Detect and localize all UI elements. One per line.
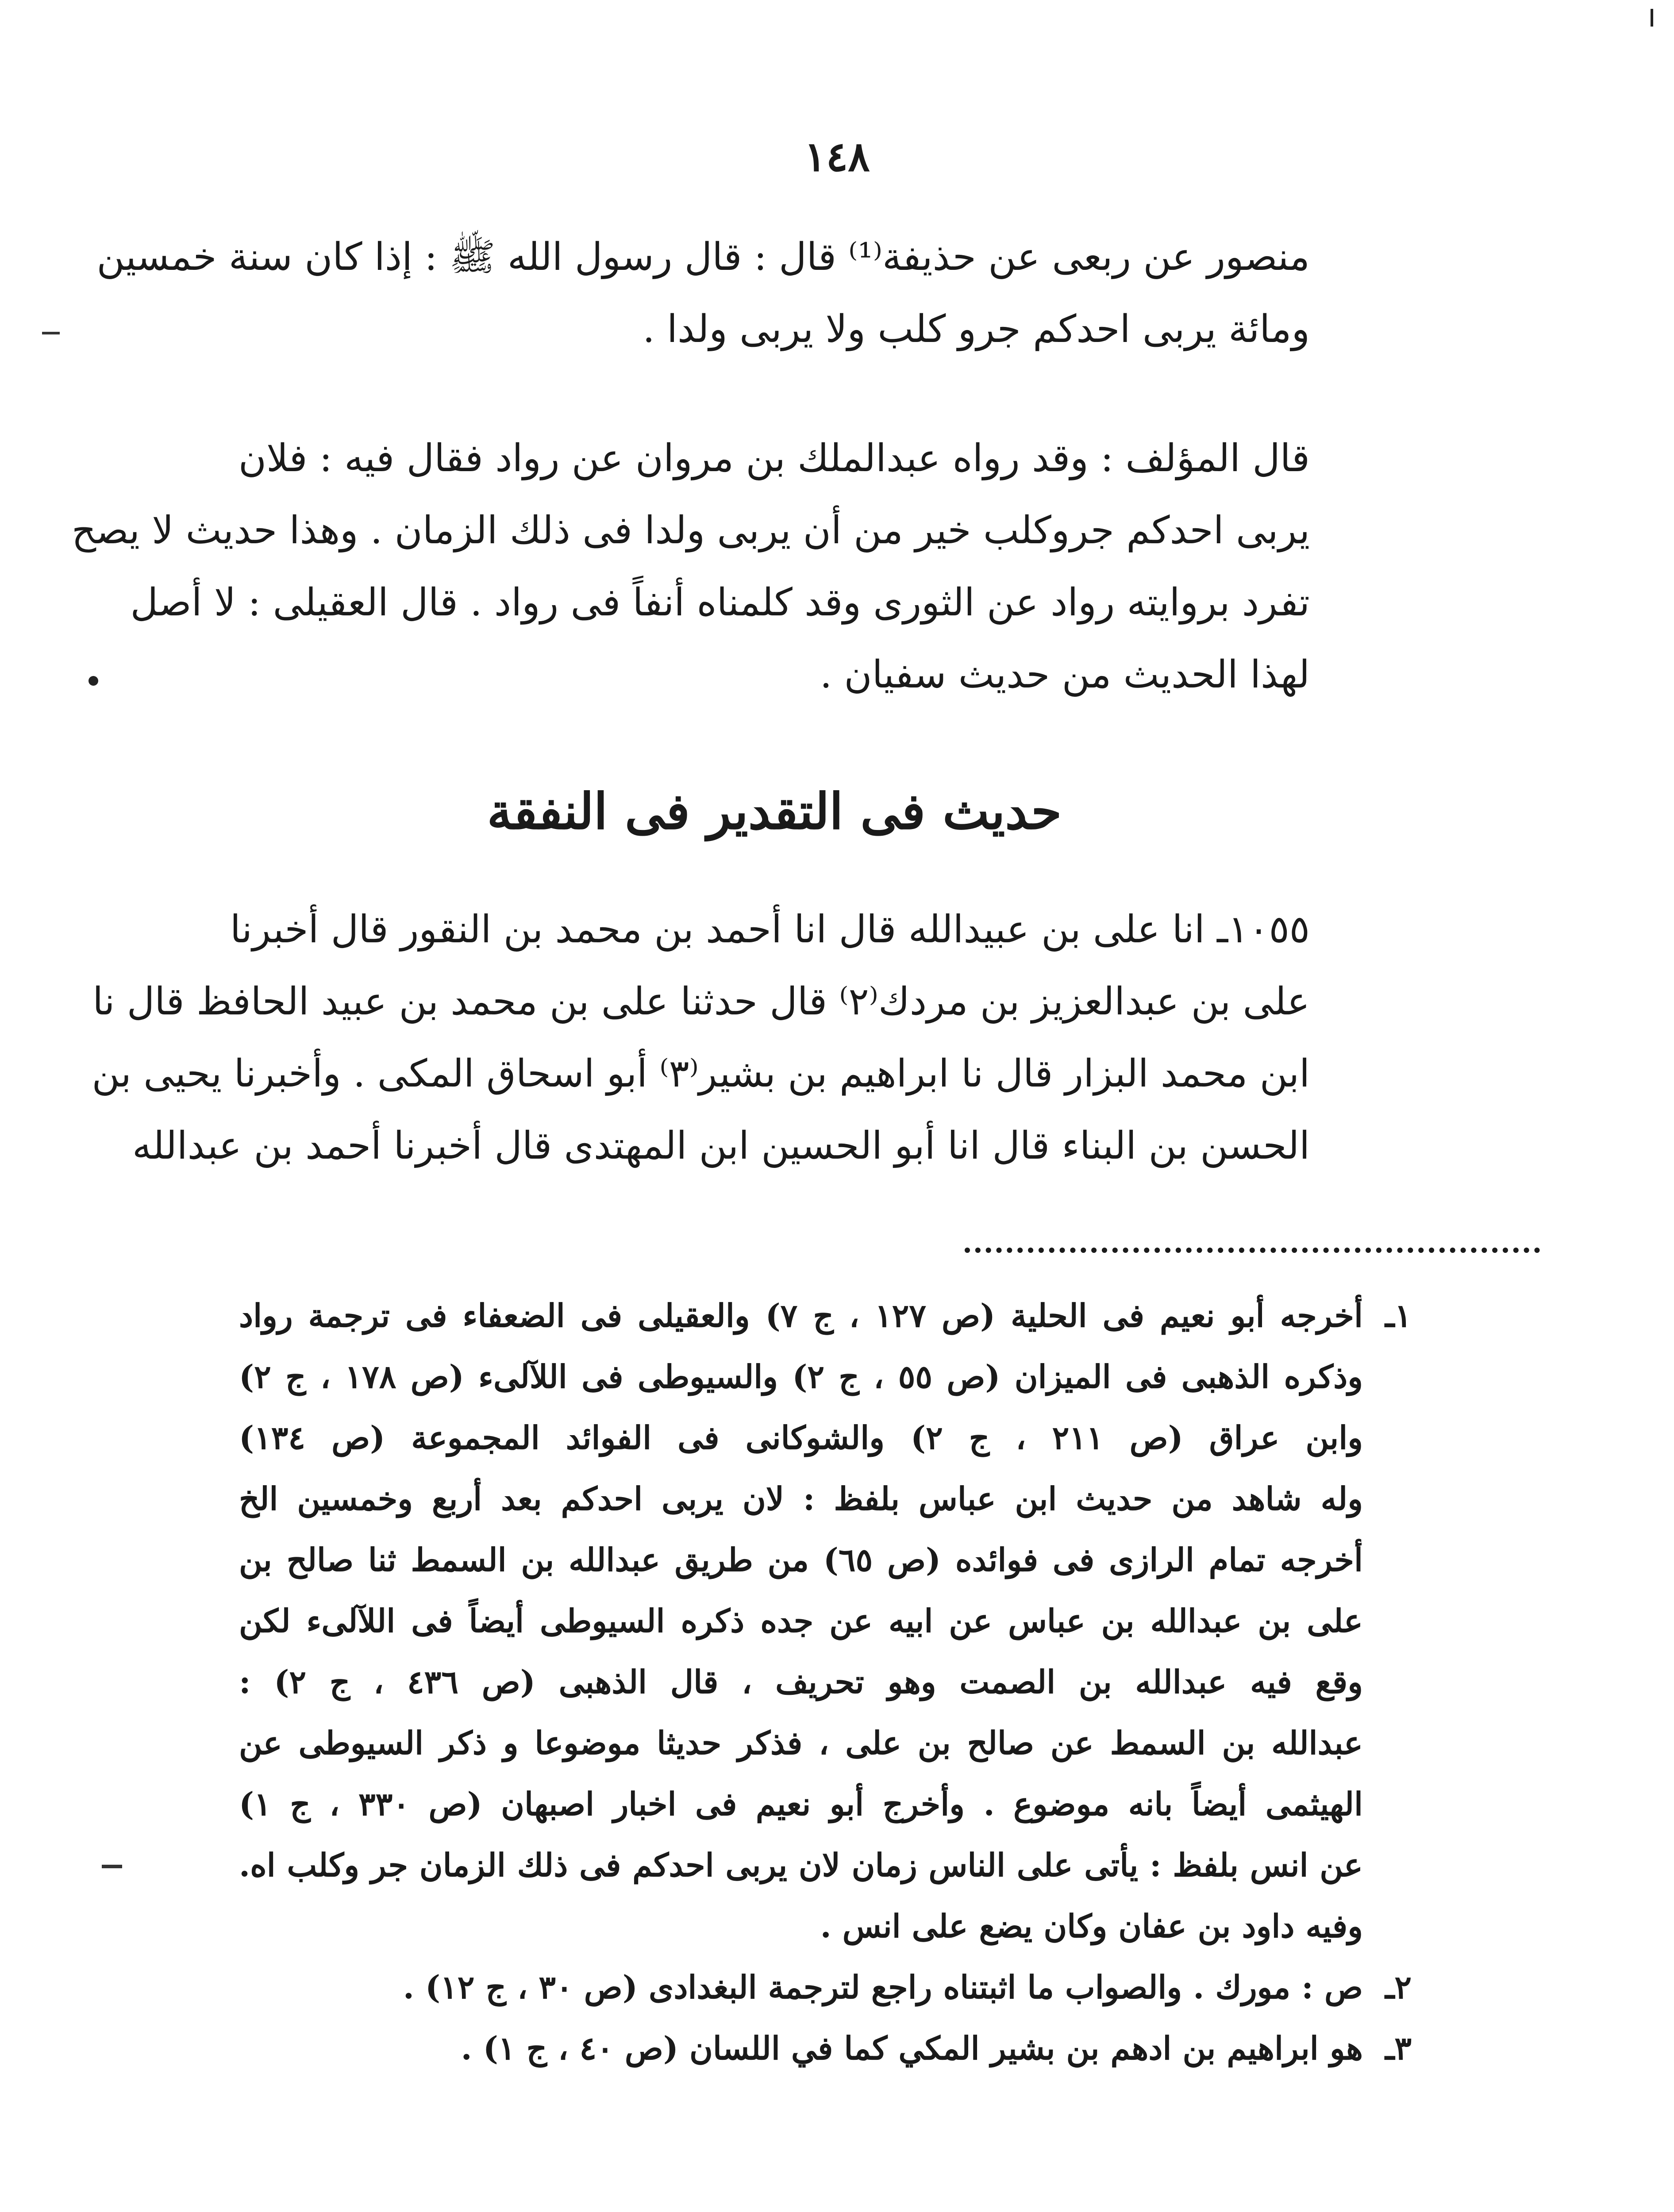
footnote-line: وله شاهد من حديث ابن عباس بلفظ : لان يربى احدكم بعد أربع وخمسين الخ — [239, 1480, 1363, 1517]
text-line: لهذا الحديث من حديث سفيان . — [820, 653, 1310, 697]
scan-edge-mark — [1651, 9, 1653, 27]
footnote-line: وقع فيه عبدالله بن الصمت وهو تحريف ، قال الذهبى (ص ٤٣٦ ، ج ٢) : — [239, 1663, 1363, 1701]
footnotes — [239, 1285, 1412, 2079]
footnote-line: أخرجه أبو نعيم فى الحلية (ص ١٢٧ ، ج ٧) والعقيلى فى الضعفاء فى ترجمة رواد — [239, 1297, 1363, 1334]
footnote-line: عن انس بلفظ : يأتى على الناس زمان لان يربى احدكم فى ذلك الزمان جر وكلب اه. — [239, 1846, 1363, 1884]
text-line: تفرد بروايته رواد عن الثورى وقد كلمناه أنفاً فى رواد . قال العقيلى : لا أصل — [130, 580, 1310, 625]
footnote-line: ص : مورك . والصواب ما اثبتناه راجع لترجمة البغدادى (ص ٣٠ ، ج ١٢) . — [403, 1968, 1363, 2006]
footnote-1 — [239, 1285, 1412, 1957]
footnote-marker: ٣ـ — [1385, 2029, 1412, 2067]
footnote-text — [239, 1285, 1363, 1957]
footnote-line: وابن عراق (ص ٢١١ ، ج ٢) والشوكانى فى الفوائد المجموعة (ص ١٣٤) — [239, 1419, 1363, 1456]
text-line: على بن عبدالعزيز بن مردك⁽٢⁾ قال حدثنا على بن محمد بن عبيد الحافظ قال نا — [92, 979, 1310, 1024]
author-note-paragraph — [71, 422, 1310, 711]
footnote-line: وذكره الذهبى فى الميزان (ص ٥٥ ، ج ٢) والسيوطى فى اللآلىء (ص ١٧٨ ، ج ٢) — [239, 1358, 1363, 1395]
footnote-line: وفيه داود بن عفان وكان يضع على انس . — [820, 1907, 1363, 1945]
hadith-paragraph — [92, 894, 1310, 1182]
footnote-2 — [239, 1957, 1412, 2018]
footnote-marker: ١ـ — [1385, 1297, 1412, 1334]
text-line: ابن محمد البزار قال نا ابراهيم بن بشير⁽٣⁾ أبو اسحاق المكى . وأخبرنا يحيى بن — [92, 1052, 1310, 1096]
section-heading: حديث فى التقدير فى النفقة — [487, 783, 1062, 841]
footnote-line: هو ابراهيم بن ادهم بن بشير المكي كما في اللسان (ص ٤٠ ، ج ١) . — [461, 2029, 1363, 2067]
scan-margin-tick — [42, 332, 60, 334]
scan-margin-tick — [102, 1865, 122, 1868]
text-line: ومائة يربى احدكم جرو كلب ولا يربى ولدا . — [643, 307, 1310, 351]
text-line: قال المؤلف : وقد رواه عبدالملك بن مروان عن رواد فقال فيه : فلان — [238, 436, 1310, 480]
footnote-text — [239, 1957, 1363, 2018]
footnote-separator — [965, 1248, 1540, 1253]
text-line: الحسن بن البناء قال انا أبو الحسين ابن المهتدى قال أخبرنا أحمد بن عبدالله — [132, 1124, 1310, 1168]
text-line: يربى احدكم جروكلب خير من أن يربى ولدا فى ذلك الزمان . وهذا حديث لا يصح — [71, 508, 1310, 553]
text-line: منصور عن ربعى عن حذيفة⁽¹⁾ قال : قال رسول الله ﷺ : إذا كان سنة خمسين — [96, 235, 1310, 279]
footnote-marker: ٢ـ — [1385, 1968, 1412, 2006]
footnote-line: على بن عبدالله بن عباس عن ابيه عن جده ذكره السيوطى أيضاً فى اللآلىء لكن — [239, 1602, 1363, 1640]
footnote-3 — [239, 2018, 1412, 2079]
intro-paragraph — [96, 221, 1310, 365]
page-number: ١٤٨ — [804, 133, 870, 180]
footnote-text — [239, 2018, 1363, 2079]
scan-margin-dot — [89, 676, 98, 686]
footnote-line: الهيثمى أيضاً بانه موضوع . وأخرج أبو نعيم فى اخبار اصبهان (ص ٣٣٠ ، ج ١) — [239, 1785, 1363, 1823]
text-line: ١٠٥٥ـ انا على بن عبيدالله قال انا أحمد بن محمد بن النقور قال أخبرنا — [230, 907, 1310, 952]
footnote-line: أخرجه تمام الرازى فى فوائده (ص ٦٥) من طريق عبدالله بن السمط ثنا صالح بن — [239, 1541, 1363, 1578]
footnote-line: عبدالله بن السمط عن صالح بن على ، فذكر حديثا موضوعا و ذكر السيوطى عن — [239, 1724, 1363, 1762]
